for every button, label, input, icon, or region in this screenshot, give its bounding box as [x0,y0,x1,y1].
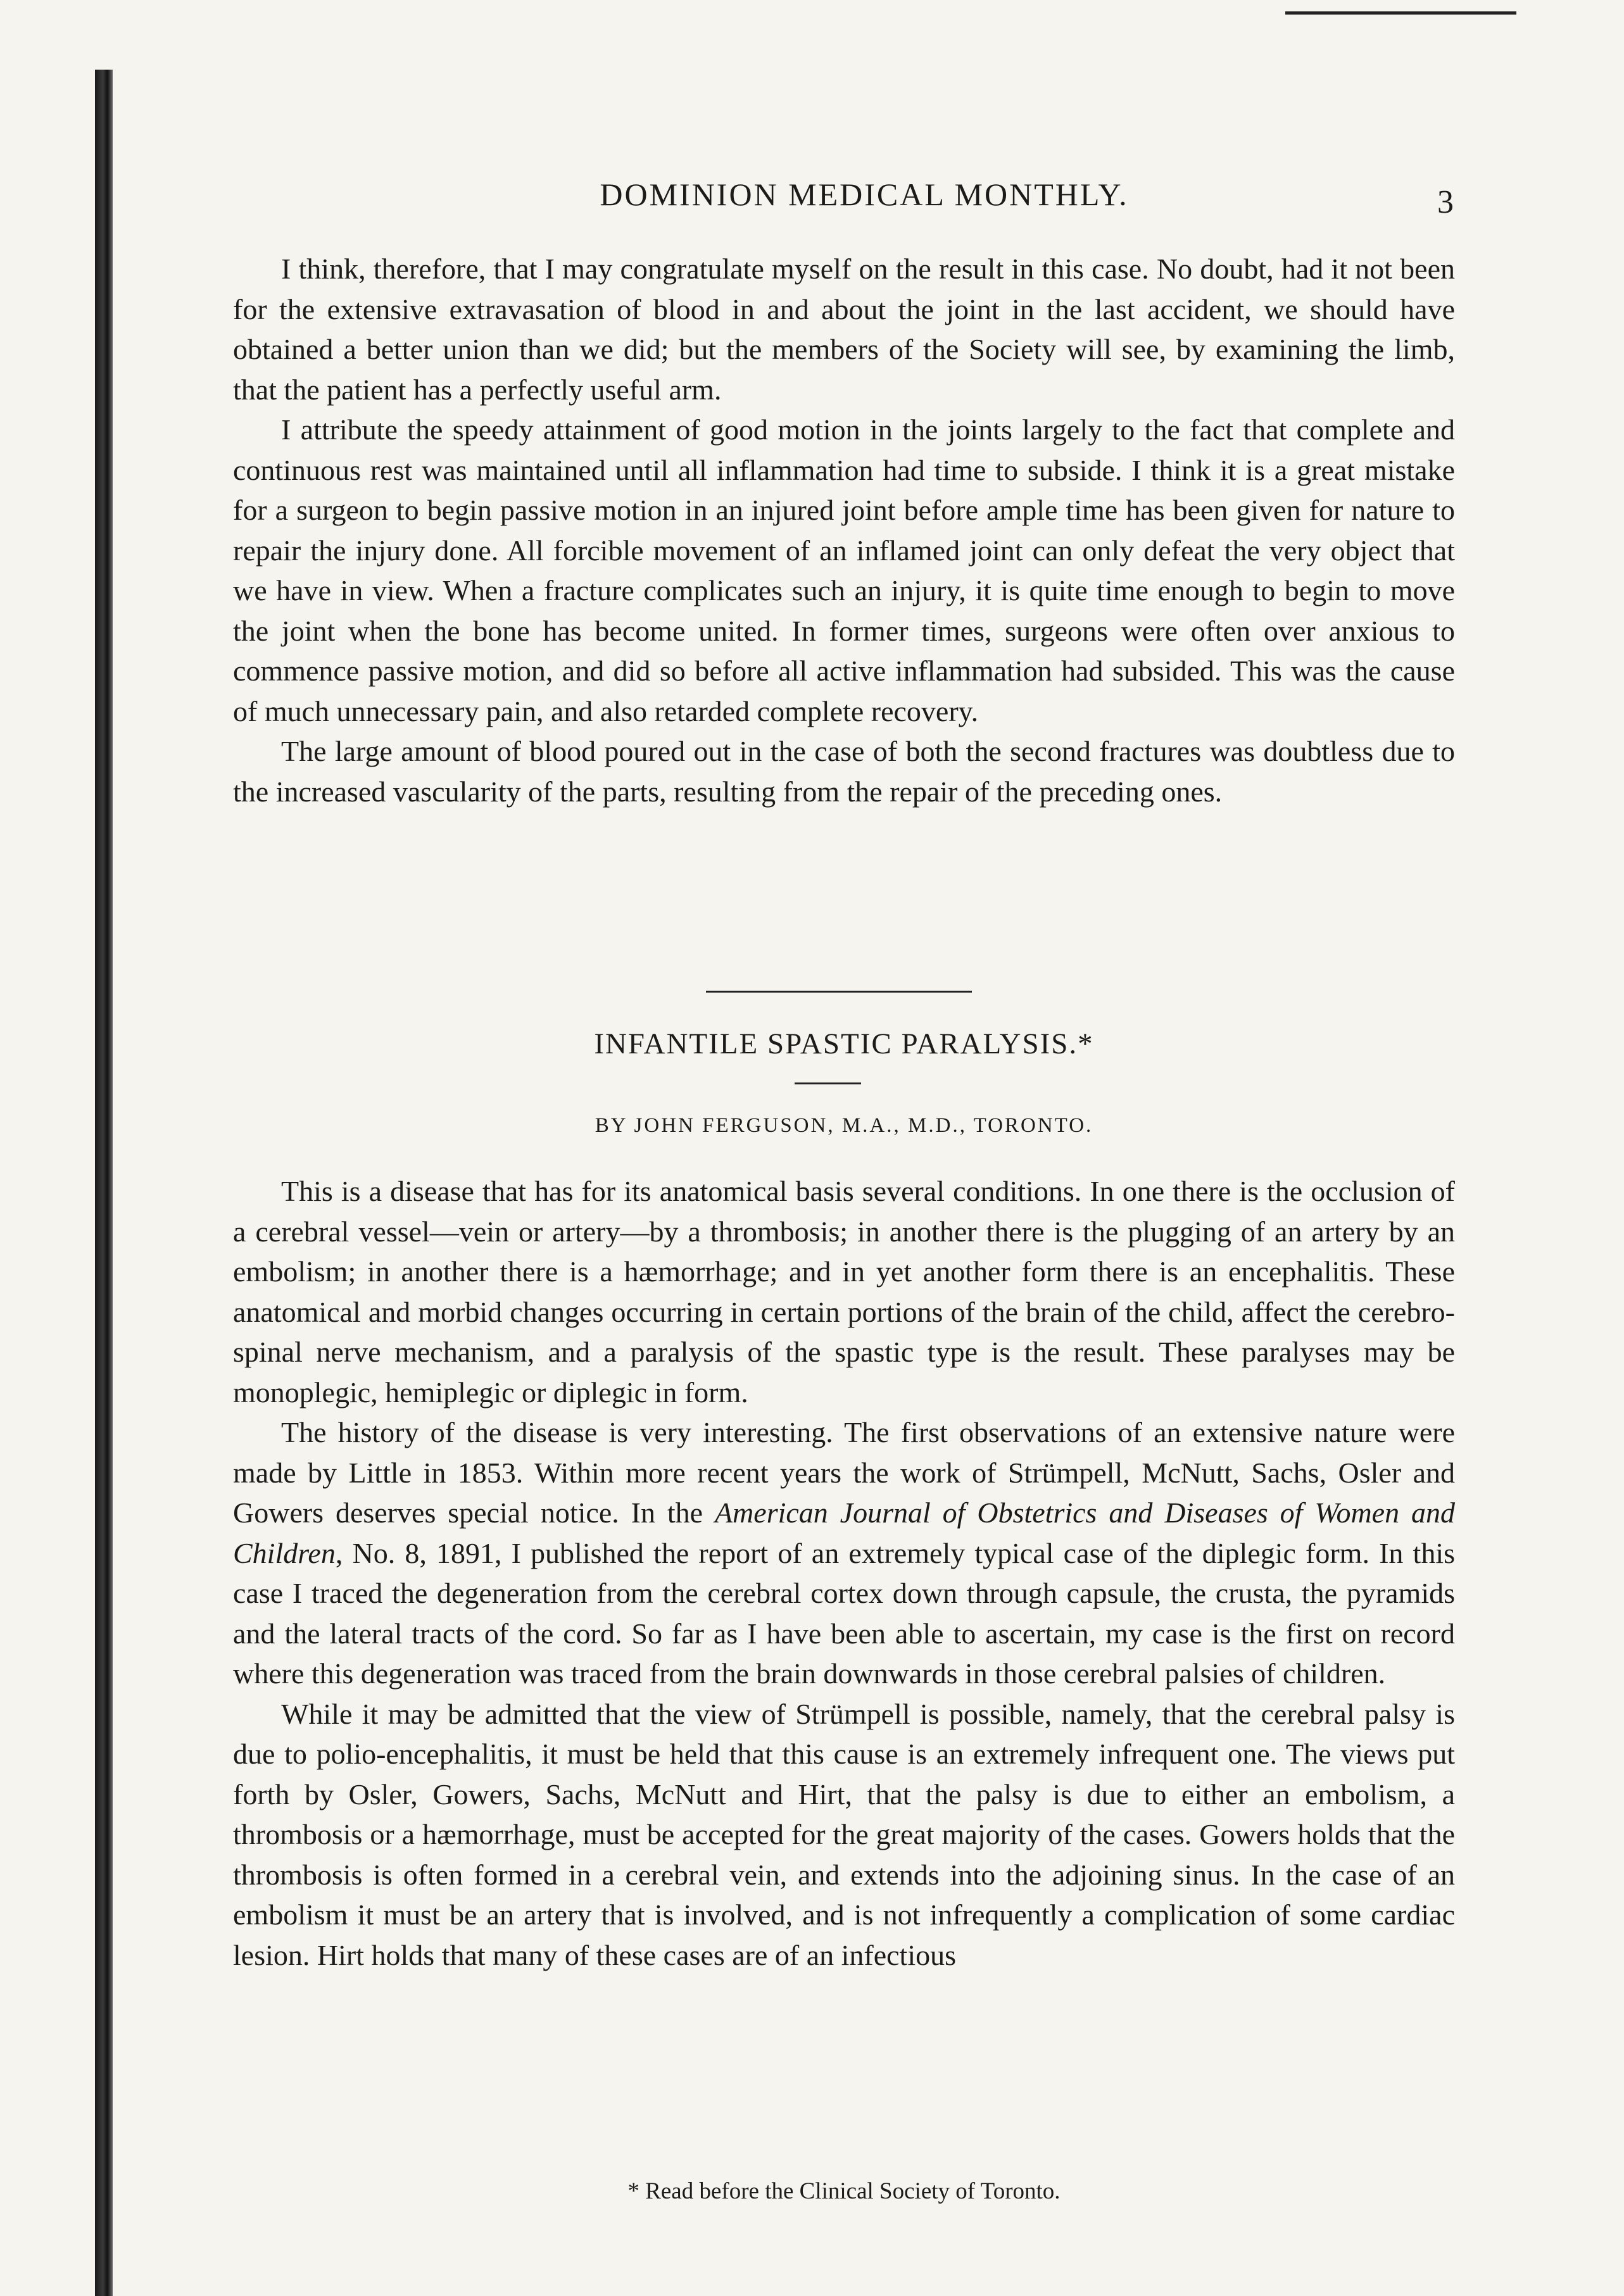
article-title: INFANTILE SPASTIC PARALYSIS.* [594,1027,1094,1060]
page-number: 3 [1437,184,1454,220]
section-separator [706,991,972,993]
title-underline [795,1082,861,1084]
running-title: DOMINION MEDICAL MONTHLY. [600,177,1129,212]
footnote: * Read before the Clinical Society of Toronto. [627,2178,1061,2204]
history-text-start: The history of the disease is very interesting. The first observations of an extensive nature were made by Little in 1853. Within more recent years the work of Strümpell, McNutt, Sachs, Osler and Gowers deserves special notice. In the [233,1416,1455,1529]
top-rule [1285,11,1516,15]
paragraph: While it may be admitted that the view of Strümpell is possible, namely, that the cerebral palsy is due to polio-encephalitis, it must be held that this cause is an extremely infrequent one. The views put forth by Osler, Gowers, Sachs, McNutt and Hirt, that the palsy is due to either an embolism, a thrombosis or a hæmorrhage, must be accepted for the great majority of the cases. Gowers holds that the thrombosis is often formed in a cerebral vein, and extends into the adjoining sinus. In the case of an embolism it must be an artery that is involved, and is not infrequently a complication of some cardiac lesion. Hirt holds that many of these cases are of an infectious [233,1697,1455,1971]
paragraph: I attribute the speedy attainment of good motion in the joints largely to the fact that complete and continuous rest was maintained until all inflammation had time to subside. I think it is a great mistake for a surgeon to begin passive motion in an injured joint before ample time has been given for nature to repair the injury done. All forcible movement of an inflamed joint can only defeat the very object that we have in view. When a fracture complicates such an injury, it is quite time enough to begin to move the joint when the bone has become united. In former times, surgeons were often over anxious to commence passive motion, and did so before all active inflammation had subsided. This was the cause of much unnecessary pain, and also retarded complete recovery. [233,413,1455,727]
paragraph: The large amount of blood poured out in the case of both the second fractures was doubtless due to the increased vascularity of the parts, resulting from the repair of the preceding ones. [233,735,1455,808]
paragraph [233,1412,1455,1694]
article-body [233,1171,1455,1975]
paragraph: I think, therefore, that I may congratulate myself on the result in this case. No doubt, had it not been for the extensive extravasation of blood in and about the joint in the last accident, we should have obtained a better union than we did; but the members of the Society will see, by examining the limb, that the patient has a perfectly useful arm. [233,253,1455,406]
continued-article-body [233,249,1455,812]
article-byline: BY JOHN FERGUSON, M.A., M.D., TORONTO. [595,1114,1093,1137]
paragraph: This is a disease that has for its anatomical basis several conditions. In one there is the occlusion of a cerebral vessel—vein or artery—by a thrombosis; in another there is the plugging of an artery by an embolism; in another there is a hæmorrhage; and in yet another form there is an encephalitis. These anatomical and morbid changes occurring in certain portions of the brain of the child, affect the cerebro-spinal nerve mechanism, and a paralysis of the spastic type is the result. These paralyses may be monoplegic, hemiplegic or diplegic in form. [233,1175,1455,1408]
journal-title: American Journal of Obstetrics and Diseases of Women and Children [233,1496,1455,1569]
history-text-end: , No. 8, 1891, I published the report of an extremely typical case of the diplegic form. In this case I traced the degeneration from the cerebral cortex down through capsule, the crusta, the pyramids and the lateral tracts of the cord. So far as I have been able to ascertain, my case is the first on record where this degeneration was traced from the brain downwards in those cerebral palsies of children. [233,1536,1455,1690]
binding-edge [95,70,113,2296]
